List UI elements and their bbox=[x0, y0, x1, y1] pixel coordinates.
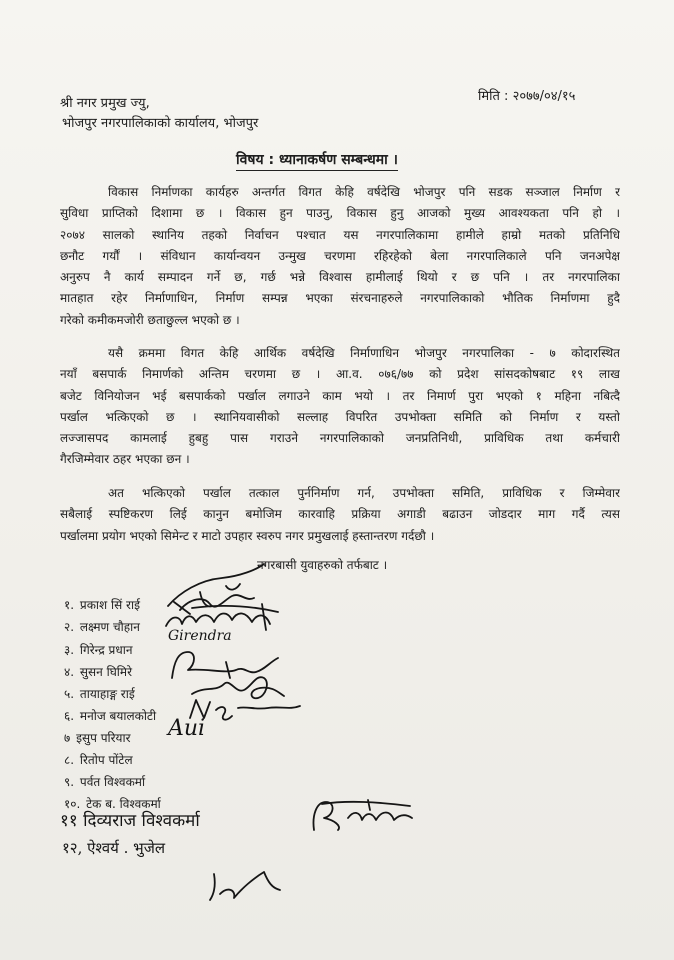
paragraph-line: यसै क्रममा विगत केहि आर्थिक वर्षदेखि निर्माणाधिन भोजपुर नगरपालिका - ७ कोदारस्थित bbox=[108, 346, 620, 360]
letter-date: मिति : २०७७/०४/१५ bbox=[478, 89, 576, 104]
signatory-name: सुसन घिमिरे bbox=[79, 665, 132, 679]
signatory-row bbox=[64, 641, 133, 658]
signatory-number: ९. bbox=[64, 775, 75, 789]
paragraph-3 bbox=[60, 483, 620, 547]
paragraph-line: सबैलाई स्पष्टिकरण लिई कानुन बमोजिम कारवाहि प्रक्रिया अगाडी बढाउन जोडदार माग गर्दै त्यस bbox=[60, 507, 620, 522]
signatory-name: लक्ष्मण चौहान bbox=[79, 620, 140, 634]
handwritten-signatory-12: १२, ऐश्वर्य . भुजेल bbox=[62, 839, 165, 857]
paragraph-line: अत भत्किएको पर्खाल तत्काल पुर्ननिर्माण गर्न, उपभोक्ता समिति, प्राविधिक र जिम्मेवार bbox=[108, 486, 620, 500]
signatory-number: ५. bbox=[64, 687, 75, 701]
signatory-number: ७ bbox=[64, 731, 71, 745]
signatory-number: ४. bbox=[64, 665, 75, 679]
paragraph-line: मातहात रहेर निर्माणाधिन, निर्माण सम्पन्न भएका संरचनाहरुले नगरपालिकाको भौतिक निर्माणमा हुदै bbox=[60, 291, 620, 306]
signatory-number: ६. bbox=[64, 709, 75, 723]
closing-line: नगरबासी युवाहरुको तर्फबाट । bbox=[257, 558, 388, 572]
paragraph-line: पर्खालमा प्रयोग भएको सिमेन्ट र माटो उपहार स्वरुप नगर प्रमुखलाई हस्तान्तरण गर्दछौ । bbox=[60, 528, 435, 543]
paragraph-line: अनुरुप नै कार्य सम्पादन गर्ने छ, गर्छ भन्ने विश्वास हामीलाई थियो र छ पनि । तर नगरपालिका bbox=[60, 270, 620, 285]
paragraph-line: लज्जासपद कामलाई हुबहु पास गराउने नगरपालिकाको जनप्रतिनिधी, प्राविधिक तथा कर्मचारी bbox=[60, 431, 620, 446]
paragraph-line: गरेको कमीकमजोरी छताछुल्ल भएको छ । bbox=[60, 312, 240, 327]
signatory-row bbox=[64, 773, 145, 790]
signatory-number: १. bbox=[64, 598, 75, 612]
recipient-line-2: भोजपुर नगरपालिकाको कार्यालय, भोजपुर bbox=[62, 116, 259, 131]
signatory-number: २. bbox=[64, 620, 75, 634]
signature-scribble-11 bbox=[308, 796, 418, 836]
signatory-row bbox=[64, 685, 135, 702]
signatory-name: प्रकाश सिं राई bbox=[79, 598, 140, 612]
paragraph-2 bbox=[60, 343, 620, 471]
paragraph-line: २०७४ सालको स्थानिय तहको निर्वाचन पश्चात यस नगरपालिकामा हामीले हाम्रो मतको प्रतिनिधि bbox=[60, 227, 620, 242]
signatory-row bbox=[64, 596, 140, 613]
signatory-name: मनोज बयालकोटी bbox=[79, 709, 157, 723]
signatory-name: पर्वत विश्वकर्मा bbox=[79, 775, 146, 789]
signatory-name: गिरेन्द्र प्रधान bbox=[79, 643, 133, 657]
signatory-row bbox=[64, 618, 140, 635]
signatory-number: ३. bbox=[64, 643, 75, 657]
handwritten-signature-girendra: Girendra bbox=[168, 628, 232, 644]
signatory-name: तायाहाङ्ग राई bbox=[79, 687, 135, 701]
signatory-row bbox=[64, 663, 132, 680]
paragraph-1 bbox=[60, 182, 620, 331]
signatory-row bbox=[64, 751, 133, 768]
letter-subject: विषय : ध्यानाकर्षण सम्बन्धमा । bbox=[236, 150, 398, 171]
paragraph-line: बजेट विनियोजन भई बसपार्कको पर्खाल लगाउने काम भयो । तर निमार्ण पुरा भएको १ महिना नबित्दै bbox=[60, 388, 620, 403]
signatory-name: रितोप पोंटेल bbox=[79, 753, 133, 767]
paragraph-line: विकास निर्माणका कार्यहरु अन्तर्गत विगत केहि वर्षदेखि भोजपुर पनि सडक सञ्जाल निर्माण र bbox=[108, 185, 620, 199]
signatory-number: १०. bbox=[64, 797, 81, 811]
paragraph-line: पर्खाल भत्किएको छ । स्थानियवासीको सल्लाह विपरित उपभोक्ता समिति को निर्माण र यस्तो bbox=[60, 409, 620, 424]
handwritten-signature-isup: Aui bbox=[168, 716, 206, 741]
paragraph-line: नयाँ बसपार्क निमार्णको अन्तिम चरणमा छ । आ.व. ०७६/७७ को प्रदेश सांसदकोषबाट १९ लाख bbox=[60, 367, 620, 382]
recipient-line-1: श्री नगर प्रमुख ज्यु, bbox=[60, 96, 150, 111]
handwritten-signatory-11: ११ दिव्यराज विश्वकर्मा bbox=[60, 811, 200, 831]
paragraph-line: गैरजिम्मेवार ठहर भएका छन । bbox=[60, 452, 190, 467]
signatory-row bbox=[64, 729, 131, 746]
signatory-row bbox=[64, 707, 156, 724]
signatory-name: इसुप परियार bbox=[76, 731, 131, 745]
signatory-name: टेक ब. विश्वकर्मा bbox=[86, 797, 161, 811]
signature-scribble-12 bbox=[206, 868, 286, 904]
paragraph-line: छनौट गर्यौं । संविधान कार्यान्वयन उन्मुख चरणमा रहिरहेको बेला नगरपालिकाले पनि जनअपेक्ष bbox=[60, 248, 620, 263]
signatory-number: ८. bbox=[64, 753, 75, 767]
paragraph-line: सुविधा प्राप्तिको दिशामा छ । विकास हुन पाउनु, विकास हुनु आजको मुख्य आवश्यकता पनि हो । bbox=[60, 206, 620, 221]
